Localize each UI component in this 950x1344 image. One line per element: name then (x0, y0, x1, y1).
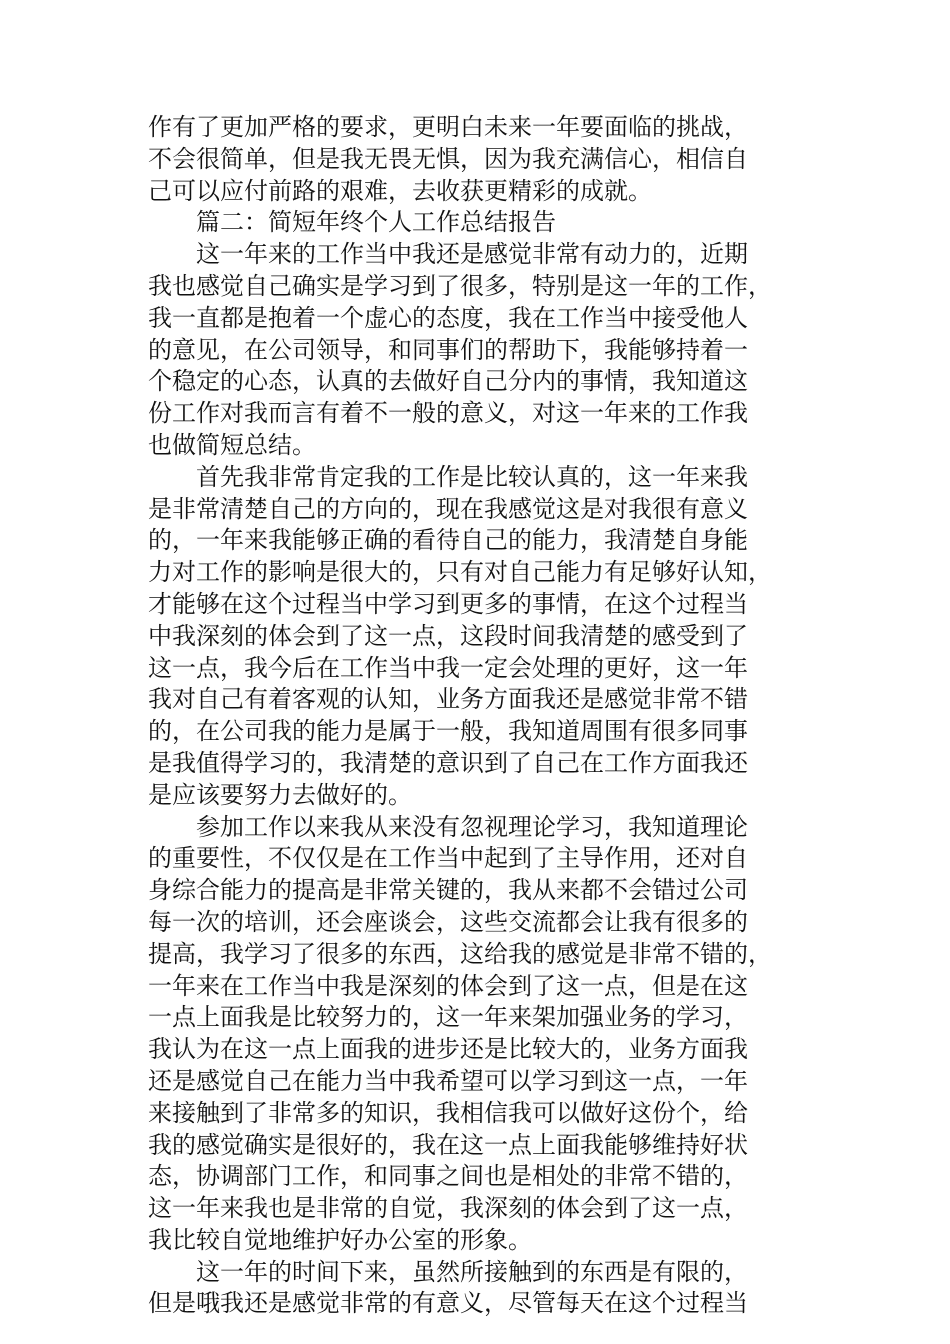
text-line: 是我值得学习的，我清楚的意识到了自己在工作方面我还 (148, 748, 748, 777)
text-line: 我的感觉确实是很好的，我在这一点上面我能够维持好状 (148, 1130, 748, 1159)
section-heading: 篇二：简短年终个人工作总结报告 (196, 208, 556, 237)
paragraph-first-line: 这一年来的工作当中我还是感觉非常有动力的，近期 (196, 240, 748, 269)
text-line: 还是感觉自己在能力当中我希望可以学习到这一点，一年 (148, 1066, 748, 1095)
text-line: 的，一年来我能够正确的看待自己的能力，我清楚自身能 (148, 526, 748, 555)
text-line: 我一直都是抱着一个虚心的态度，我在工作当中接受他人 (148, 303, 748, 332)
paragraph-first-line: 首先我非常肯定我的工作是比较认真的，这一年来我 (196, 462, 748, 491)
text-line: 个稳定的心态，认真的去做好自己分内的事情，我知道这 (148, 367, 748, 396)
document-page (148, 112, 800, 1320)
text-line: 是应该要努力去做好的。 (148, 780, 412, 809)
text-line: 提高，我学习了很多的东西，这给我的感觉是非常不错的， (148, 939, 772, 968)
text-line: 不会很简单，但是我无畏无惧，因为我充满信心，相信自 (148, 144, 748, 173)
text-line: 也做简短总结。 (148, 430, 316, 459)
text-line: 一点上面我是比较努力的，这一年来架加强业务的学习， (148, 1003, 748, 1032)
text-line: 己可以应付前路的艰难，去收获更精彩的成就。 (148, 176, 652, 205)
text-line: 才能够在这个过程当中学习到更多的事情，在这个过程当 (148, 589, 748, 618)
text-line: 力对工作的影响是很大的，只有对自己能力有足够好认知， (148, 558, 772, 587)
text-line: 中我深刻的体会到了这一点，这段时间我清楚的感受到了 (148, 621, 748, 650)
text-line: 作有了更加严格的要求，更明白未来一年要面临的挑战， (148, 113, 748, 141)
text-line: 但是哦我还是感觉非常的有意义，尽管每天在这个过程当 (148, 1289, 748, 1318)
text-line: 的，在公司我的能力是属于一般，我知道周围有很多同事 (148, 717, 748, 746)
text-line: 份工作对我而言有着不一般的意义，对这一年来的工作我 (148, 399, 748, 428)
paragraph-first-line: 参加工作以来我从来没有忽视理论学习，我知道理论 (196, 812, 748, 841)
text-line: 我比较自觉地维护好办公室的形象。 (148, 1225, 532, 1254)
text-line: 的重要性，不仅仅是在工作当中起到了主导作用，还对自 (148, 844, 748, 873)
text-line: 一年来在工作当中我是深刻的体会到了这一点，但是在这 (148, 971, 748, 1000)
text-line: 是非常清楚自己的方向的，现在我感觉这是对我很有意义 (148, 494, 748, 523)
text-line: 我对自己有着客观的认知，业务方面我还是感觉非常不错 (148, 685, 748, 714)
text-line: 来接触到了非常多的知识，我相信我可以做好这份个，给 (148, 1098, 748, 1127)
text-line: 我认为在这一点上面我的进步还是比较大的，业务方面我 (148, 1035, 748, 1064)
text-line: 身综合能力的提高是非常关键的，我从来都不会错过公司 (148, 876, 748, 905)
text-line: 每一次的培训，还会座谈会，这些交流都会让我有很多的 (148, 907, 748, 936)
text-line: 态，协调部门工作，和同事之间也是相处的非常不错的， (148, 1162, 748, 1191)
text-line: 的意见，在公司领导，和同事们的帮助下，我能够持着一 (148, 335, 748, 364)
text-line: 这一点，我今后在工作当中我一定会处理的更好，这一年 (148, 653, 748, 682)
text-line: 这一年来我也是非常的自觉，我深刻的体会到了这一点， (148, 1194, 748, 1223)
text-line: 我也感觉自己确实是学习到了很多，特别是这一年的工作， (148, 271, 772, 300)
paragraph-first-line: 这一年的时间下来，虽然所接触到的东西是有限的， (196, 1257, 748, 1286)
